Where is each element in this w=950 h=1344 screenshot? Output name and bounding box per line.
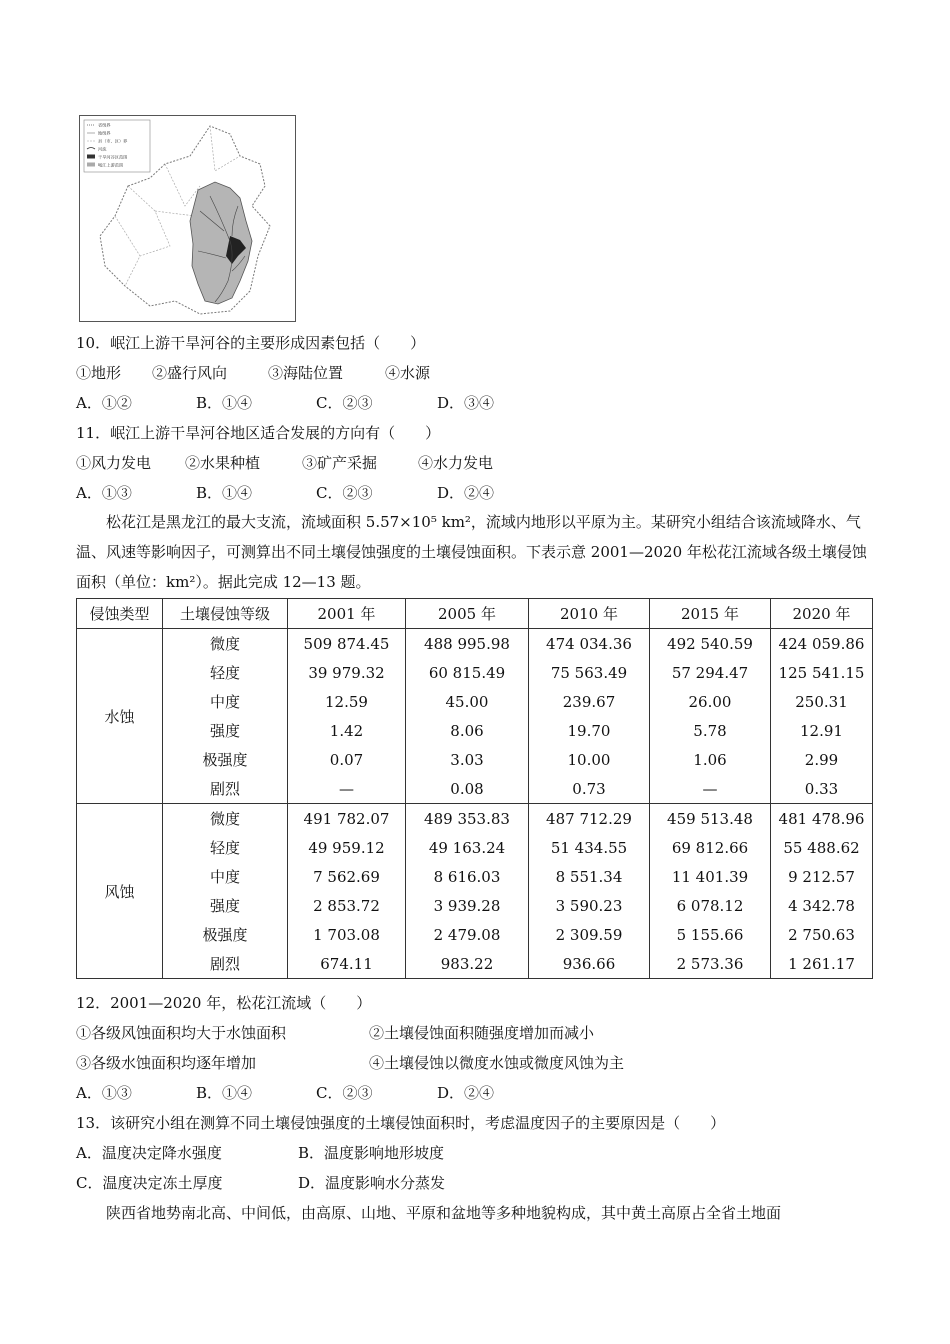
table-cell: — <box>650 774 771 804</box>
table-cell: 2 750.63 <box>771 920 873 949</box>
table-cell: 239.67 <box>529 687 650 716</box>
table-cell: 3 590.23 <box>529 891 650 920</box>
table-row <box>77 833 873 862</box>
map-drawing <box>80 116 295 321</box>
table-cell: 481 478.96 <box>771 804 873 834</box>
table-header-row <box>77 599 873 629</box>
table-header: 2020 年 <box>771 599 873 629</box>
erosion-level-cell: 中度 <box>163 687 288 716</box>
table-row <box>77 774 873 804</box>
table-cell: 55 488.62 <box>771 833 873 862</box>
table-cell: 936.66 <box>529 949 650 979</box>
table-cell: 8 551.34 <box>529 862 650 891</box>
q12-items-row1 <box>76 1022 594 1044</box>
table-row <box>77 891 873 920</box>
svg-text:岷江上游范围: 岷江上游范围 <box>98 162 124 168</box>
q11-choice-d[interactable]: D．②④ <box>437 484 495 502</box>
q10-item-2: ②盛行风向 <box>152 364 228 382</box>
table-cell: 26.00 <box>650 687 771 716</box>
q10-choice-c[interactable]: C．②③ <box>316 394 373 412</box>
table-cell: 125 541.15 <box>771 658 873 687</box>
table-cell: 19.70 <box>529 716 650 745</box>
table-cell: 39 979.32 <box>288 658 406 687</box>
table-cell: 9 212.57 <box>771 862 873 891</box>
table-header: 2010 年 <box>529 599 650 629</box>
table-header: 2001 年 <box>288 599 406 629</box>
q13-choices-row2 <box>76 1172 445 1194</box>
svg-text:地级界: 地级界 <box>98 130 111 136</box>
table-row <box>77 716 873 745</box>
table-cell: 0.08 <box>406 774 529 804</box>
q12-items-row2 <box>76 1052 624 1074</box>
q12-item-3: ③各级水蚀面积均逐年增加 <box>76 1054 257 1072</box>
q10-choice-a[interactable]: A．①② <box>76 394 132 412</box>
table-cell: 11 401.39 <box>650 862 771 891</box>
table-cell: 474 034.36 <box>529 629 650 659</box>
table-header: 土壤侵蚀等级 <box>163 599 288 629</box>
erosion-table <box>76 598 873 979</box>
q12-choice-a[interactable]: A．①③ <box>76 1084 132 1102</box>
table-row <box>77 745 873 774</box>
q13-choice-d[interactable]: D．温度影响水分蒸发 <box>298 1174 446 1192</box>
q11-item-4: ④水力发电 <box>418 454 494 472</box>
q12-item-4: ④土壤侵蚀以微度水蚀或微度风蚀为主 <box>369 1054 625 1072</box>
table-cell: 0.07 <box>288 745 406 774</box>
table-cell: 674.11 <box>288 949 406 979</box>
table-row <box>77 629 873 659</box>
q10-item-3: ③海陆位置 <box>268 364 344 382</box>
table-cell: 6 078.12 <box>650 891 771 920</box>
table-cell: 5.78 <box>650 716 771 745</box>
q11-choice-a[interactable]: A．①③ <box>76 484 132 502</box>
q12-choices <box>76 1082 494 1104</box>
table-cell: 60 815.49 <box>406 658 529 687</box>
table-row <box>77 804 873 834</box>
q12-item-1: ①各级风蚀面积均大于水蚀面积 <box>76 1024 287 1042</box>
table-cell: 8 616.03 <box>406 862 529 891</box>
q11-item-1: ①风力发电 <box>76 454 152 472</box>
q13-stem: 13．该研究小组在测算不同土壤侵蚀强度的土壤侵蚀面积时，考虑温度因子的主要原因是（ ） <box>76 1114 726 1132</box>
q11-choices <box>76 482 494 504</box>
q10-item-4: ④水源 <box>385 364 431 382</box>
q13-choice-b[interactable]: B．温度影响地形坡度 <box>298 1144 445 1162</box>
q10-choices <box>76 392 494 414</box>
q13-choices-row1 <box>76 1142 444 1164</box>
table-cell: — <box>288 774 406 804</box>
table-cell: 1.42 <box>288 716 406 745</box>
table-cell: 424 059.86 <box>771 629 873 659</box>
table-cell: 4 342.78 <box>771 891 873 920</box>
q10-items <box>76 362 430 384</box>
table-cell: 49 959.12 <box>288 833 406 862</box>
q11-items <box>76 452 493 474</box>
q11-choice-c[interactable]: C．②③ <box>316 484 373 502</box>
table-cell: 488 995.98 <box>406 629 529 659</box>
table-cell: 0.33 <box>771 774 873 804</box>
erosion-level-cell: 强度 <box>163 891 288 920</box>
table-cell: 489 353.83 <box>406 804 529 834</box>
table-cell: 2.99 <box>771 745 873 774</box>
table-cell: 12.91 <box>771 716 873 745</box>
table-cell: 3.03 <box>406 745 529 774</box>
table-row <box>77 862 873 891</box>
q11-item-2: ②水果种植 <box>185 454 261 472</box>
table-cell: 51 434.55 <box>529 833 650 862</box>
q12-stem: 12．2001—2020 年，松花江流域（ ） <box>76 994 372 1012</box>
table-cell: 12.59 <box>288 687 406 716</box>
erosion-type-cell: 水蚀 <box>77 629 163 804</box>
table-cell: 2 479.08 <box>406 920 529 949</box>
table-header: 侵蚀类型 <box>77 599 163 629</box>
table-cell: 7 562.69 <box>288 862 406 891</box>
table-cell: 487 712.29 <box>529 804 650 834</box>
table-row <box>77 920 873 949</box>
table-row <box>77 687 873 716</box>
table-cell: 250.31 <box>771 687 873 716</box>
q11-item-3: ③矿产采掘 <box>302 454 378 472</box>
erosion-level-cell: 剧烈 <box>163 774 288 804</box>
q12-item-2: ②土壤侵蚀面积随强度增加而减小 <box>369 1024 595 1042</box>
q12-choice-b[interactable]: B．①④ <box>196 1084 253 1102</box>
q10-choice-b[interactable]: B．①④ <box>196 394 253 412</box>
table-header: 2005 年 <box>406 599 529 629</box>
erosion-level-cell: 轻度 <box>163 833 288 862</box>
q12-choice-d[interactable]: D．②④ <box>437 1084 495 1102</box>
table-cell: 2 853.72 <box>288 891 406 920</box>
table-cell: 57 294.47 <box>650 658 771 687</box>
svg-text:河流: 河流 <box>98 146 107 152</box>
table-cell: 1.06 <box>650 745 771 774</box>
table-cell: 491 782.07 <box>288 804 406 834</box>
erosion-type-cell: 风蚀 <box>77 804 163 979</box>
table-cell: 45.00 <box>406 687 529 716</box>
erosion-level-cell: 极强度 <box>163 745 288 774</box>
table-cell: 1 261.17 <box>771 949 873 979</box>
erosion-level-cell: 剧烈 <box>163 949 288 979</box>
q13-choice-c[interactable]: C．温度决定冻土厚度 <box>76 1174 223 1192</box>
erosion-level-cell: 强度 <box>163 716 288 745</box>
table-cell: 2 309.59 <box>529 920 650 949</box>
q10-stem: 10．岷江上游干旱河谷的主要形成因素包括（ ） <box>76 334 426 352</box>
erosion-level-cell: 微度 <box>163 629 288 659</box>
table-cell: 3 939.28 <box>406 891 529 920</box>
svg-text:干旱河谷区范围: 干旱河谷区范围 <box>98 154 128 160</box>
passage-shaanxi: 陕西省地势南北高、中间低，由高原、山地、平原和盆地等多种地貌构成，其中黄土高原占全省土地面 <box>106 1204 782 1222</box>
q10-choice-d[interactable]: D．③④ <box>437 394 495 412</box>
table-cell: 69 812.66 <box>650 833 771 862</box>
svg-text:省级界: 省级界 <box>98 122 111 128</box>
svg-text:县（市、区）界: 县（市、区）界 <box>98 138 128 144</box>
table-row <box>77 658 873 687</box>
q13-choice-a[interactable]: A．温度决定降水强度 <box>76 1144 222 1162</box>
table-row <box>77 949 873 979</box>
table-cell: 509 874.45 <box>288 629 406 659</box>
table-cell: 983.22 <box>406 949 529 979</box>
q11-stem: 11．岷江上游干旱河谷地区适合发展的方向有（ ） <box>76 424 441 442</box>
table-cell: 5 155.66 <box>650 920 771 949</box>
table-header: 2015 年 <box>650 599 771 629</box>
table-cell: 459 513.48 <box>650 804 771 834</box>
table-cell: 492 540.59 <box>650 629 771 659</box>
q11-choice-b[interactable]: B．①④ <box>196 484 253 502</box>
table-cell: 1 703.08 <box>288 920 406 949</box>
table-cell: 8.06 <box>406 716 529 745</box>
table-cell: 49 163.24 <box>406 833 529 862</box>
erosion-level-cell: 轻度 <box>163 658 288 687</box>
erosion-level-cell: 微度 <box>163 804 288 834</box>
erosion-level-cell: 中度 <box>163 862 288 891</box>
q12-choice-c[interactable]: C．②③ <box>316 1084 373 1102</box>
table-cell: 10.00 <box>529 745 650 774</box>
minjiang-map <box>79 115 296 322</box>
table-cell: 75 563.49 <box>529 658 650 687</box>
passage-songhua: 松花江是黑龙江的最大支流，流域面积 5.57×10⁵ km²，流域内地形以平原为主。某研究小组结合该流域降水、气温、风速等影响因子，可测算出不同土壤侵蚀强度的土壤侵蚀面积。下表示意 2001—2020 年松花江流域各级土壤侵蚀面积（单位：km²）。据此完成 12—13 题。 <box>76 513 867 591</box>
q10-item-1: ①地形 <box>76 364 122 382</box>
table-cell: 2 573.36 <box>650 949 771 979</box>
table-cell: 0.73 <box>529 774 650 804</box>
erosion-level-cell: 极强度 <box>163 920 288 949</box>
